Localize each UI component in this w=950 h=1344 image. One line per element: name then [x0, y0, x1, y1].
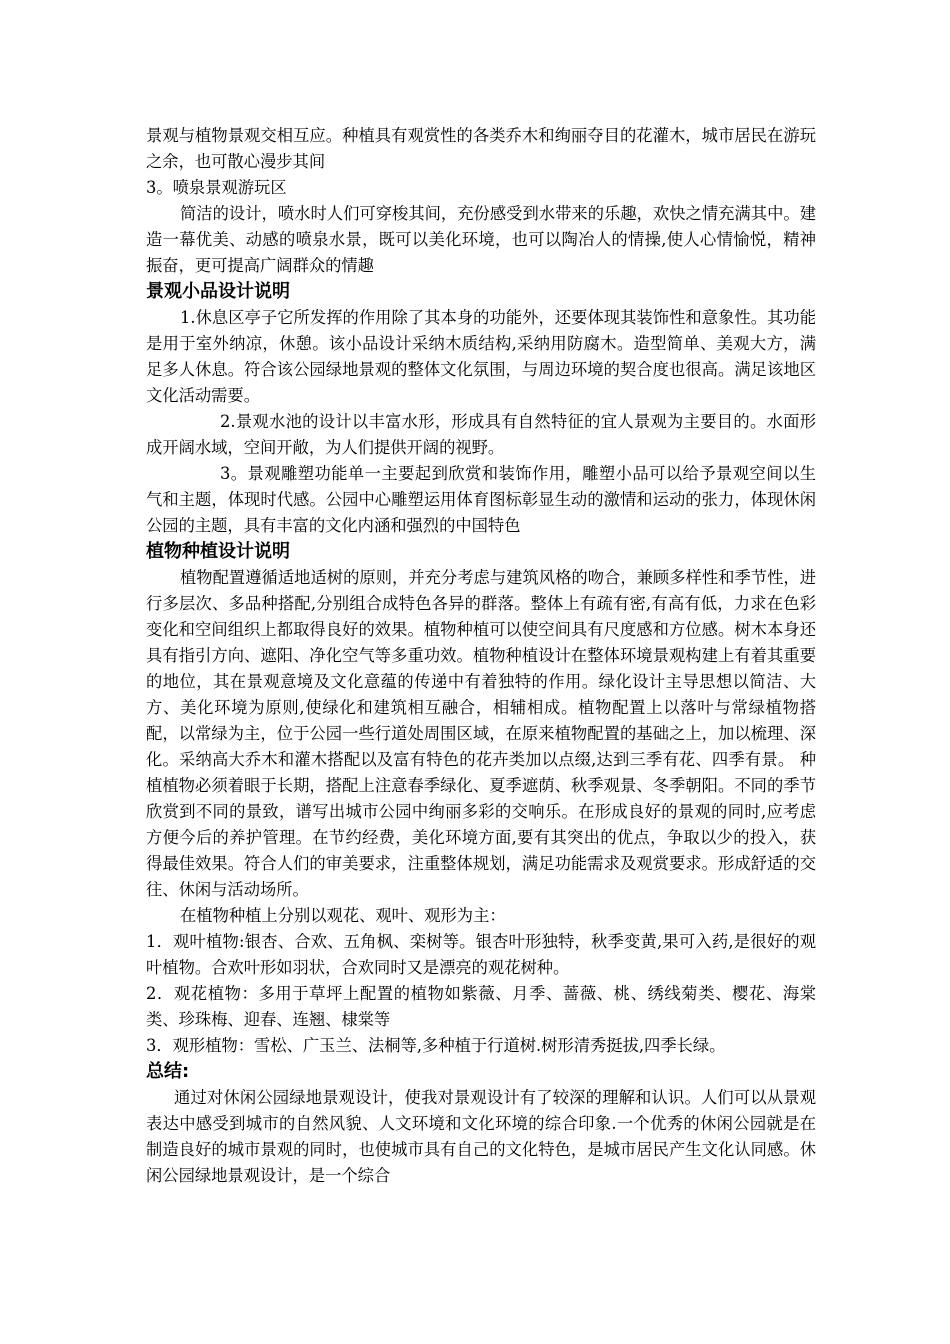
pavilion-paragraph: 1.休息区亭子它所发挥的作用除了其本身的功能外，还要体现其装饰性和意象性。其功能是用于室外纳凉，休憩。该小品设计采纳木质结构,采纳用防腐木。造型简单、美观大方，满足多人休息。符合该公园绿地景观的整体文化氛围，与周边环境的契合度也很高。满足该地区文化活动需要。 [146, 308, 816, 405]
fountain-paragraph: 简洁的设计，喷水时人们可穿梭其间，充份感受到水带来的乐趣，欢快之情充满其中。建造一幕优美、动感的喷泉水景，既可以美化环境，也可以陶冶人的情操,使人心情愉悦，精神振奋，更可提高广阔群众的情趣 [146, 204, 816, 275]
list-item-flowering: 2．观花植物：多用于草坪上配置的植物如紫薇、月季、蔷薇、桃、绣线菊类、樱花、海棠类、珍珠梅、迎春、连翘、棣棠等 [146, 984, 816, 1029]
document-body [146, 123, 816, 1189]
list-item-foliage: 1．观叶植物:银杏、合欢、五角枫、栾树等。银杏叶形独特，秋季变黄,果可入药,是很好的观叶植物。合欢叶形如羽状，合欢同时又是漂亮的观花树种。 [146, 932, 816, 977]
intro-paragraph: 景观与植物景观交相互应。种植具有观赏性的各类乔木和绚丽夺目的花灌木，城市居民在游玩之余，也可散心漫步其间 [146, 126, 816, 171]
section-heading-small-features: 景观小品设计说明 [146, 281, 290, 302]
planting-intro-line: 在植物种植上分别以观花、观叶、观形为主： [180, 906, 506, 925]
section-heading-planting: 植物种植设计说明 [146, 541, 290, 562]
summary-paragraph: 通过对休闲公园绿地景观设计，使我对景观设计有了较深的理解和认识。人们可以从景观表达中感受到城市的自然风貌、人文环境和文化环境的综合印象.一个优秀的休闲公园就是在制造良好的城市景观的同时，也使城市具有自己的文化特色，是城市居民产生文化认同感。休闲公园绿地景观设计，是一个综合 [146, 1088, 816, 1185]
list-item-form: 3．观形植物：雪松、广玉兰、法桐等,多种植于行道树.树形清秀挺拔,四季长绿。 [146, 1036, 726, 1055]
section-heading-summary: 总结: [146, 1061, 190, 1082]
pool-paragraph: 2.景观水池的设计以丰富水形，形成具有自然特征的宜人景观为主要目的。水面形成开阔水域，空间开敞，为人们提供开阔的视野。 [146, 412, 816, 457]
planting-paragraph: 植物配置遵循适地适树的原则，并充分考虑与建筑风格的吻合，兼顾多样性和季节性，进行多层次、多品种搭配,分别组合成特色各异的群落。整体上有疏有密,有高有低，力求在色彩变化和空间组织上都取得良好的效果。植物种植可以使空间具有尺度感和方位感。树木本身还具有指引方向、遮阳、净化空气等多重功效。植物种植设计在整体环境景观构建上有着其重要的地位，其在景观意境及文化意蕴的传递中有着独特的作用。绿化设计主导思想以简洁、大方、美化环境为原则,使绿化和建筑相互融合，相辅相成。植物配置上以落叶与常绿植物搭配，以常绿为主，位于公园一些行道处周围区域，在原来植物配置的基础之上，加以梳理、深化。采纳高大乔木和灌木搭配以及富有特色的花卉类加以点缀,达到三季有花、四季有景。 种植植物必须着眼于长期，搭配上注意春季绿化、夏季遮荫、秋季观景、冬季朝阳。不同的季节欣赏到不同的景致，谱写出城市公园中绚丽多彩的交响乐。在形成良好的景观的同时,应考虑方便今后的养护管理。在节约经费，美化环境方面,要有其突出的优点，争取以少的投入，获得最佳效果。符合人们的审美要求，注重整体规划，满足功能需求及观赏要求。形成舒适的交往、休闲与活动场所。 [146, 568, 816, 899]
fountain-area-title: 3。喷泉景观游玩区 [146, 178, 287, 197]
sculpture-paragraph: 3。景观雕塑功能单一主要起到欣赏和装饰作用，雕塑小品可以给予景观空间以生气和主题，体现时代感。公园中心雕塑运用体育图标彰显生动的激情和运动的张力，体现休闲公园的主题，具有丰富的文化内涵和强烈的中国特色 [146, 464, 816, 535]
